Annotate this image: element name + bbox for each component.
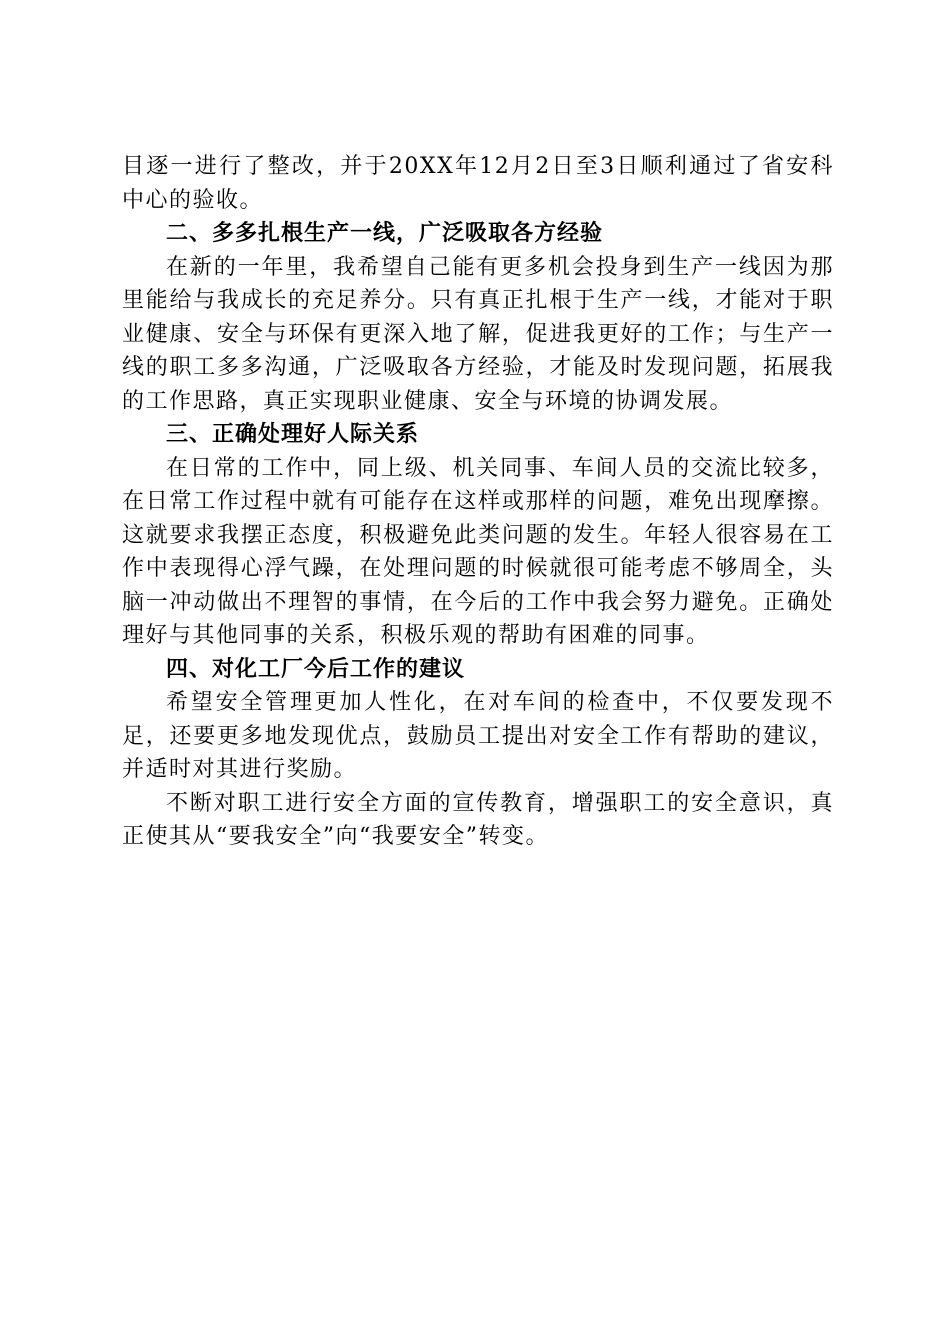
section-heading-suggestions: 四、对化工厂今后工作的建议 (166, 656, 466, 682)
paragraph-suggestion-management: 希望安全管理更加人性化，在对车间的检查中，不仅要发现不足，还要更多地发现优点，鼓励员工提出对安全工作有帮助的建议，并适时对其进行奖励。 (122, 690, 834, 782)
paragraph-frontline: 在新的一年里，我希望自己能有更多机会投身到生产一线因为那里能给与我成长的充足养分。只有真正扎根于生产一线，才能对于职业健康、安全与环保有更深入地了解，促进我更好的工作；与生产一线的职工多多沟通，广泛吸取各方经验，才能及时发现问题，拓展我的工作思路，真正实现职业健康、安全与环境的协调发展。 (122, 254, 834, 414)
paragraph-suggestion-education: 不断对职工进行安全方面的宣传教育，增强职工的安全意识，真正使其从“要我安全”向“我要安全”转变。 (122, 790, 834, 849)
section-heading-relationships: 三、正确处理好人际关系 (166, 422, 420, 447)
paragraph-rectification-acceptance: 目逐一进行了整改，并于20XX年12月2日至3日顺利通过了省安科中心的验收。 (122, 154, 834, 213)
section-heading-frontline: 二、多多扎根生产一线，广泛吸取各方经验 (166, 221, 604, 246)
document-body (122, 150, 834, 854)
paragraph-relationships: 在日常的工作中，同上级、机关同事、车间人员的交流比较多，在日常工作过程中就有可能存在这样或那样的问题，难免出现摩擦。这就要求我摆正态度，积极避免此类问题的发生。年轻人很容易在工作中表现得心浮气躁，在处理问题的时候就很可能考虑不够周全，头脑一冲动做出不理智的事情，在今后的工作中我会努力避免。正确处理好与其他同事的关系，积极乐观的帮助有困难的同事。 (122, 455, 834, 648)
